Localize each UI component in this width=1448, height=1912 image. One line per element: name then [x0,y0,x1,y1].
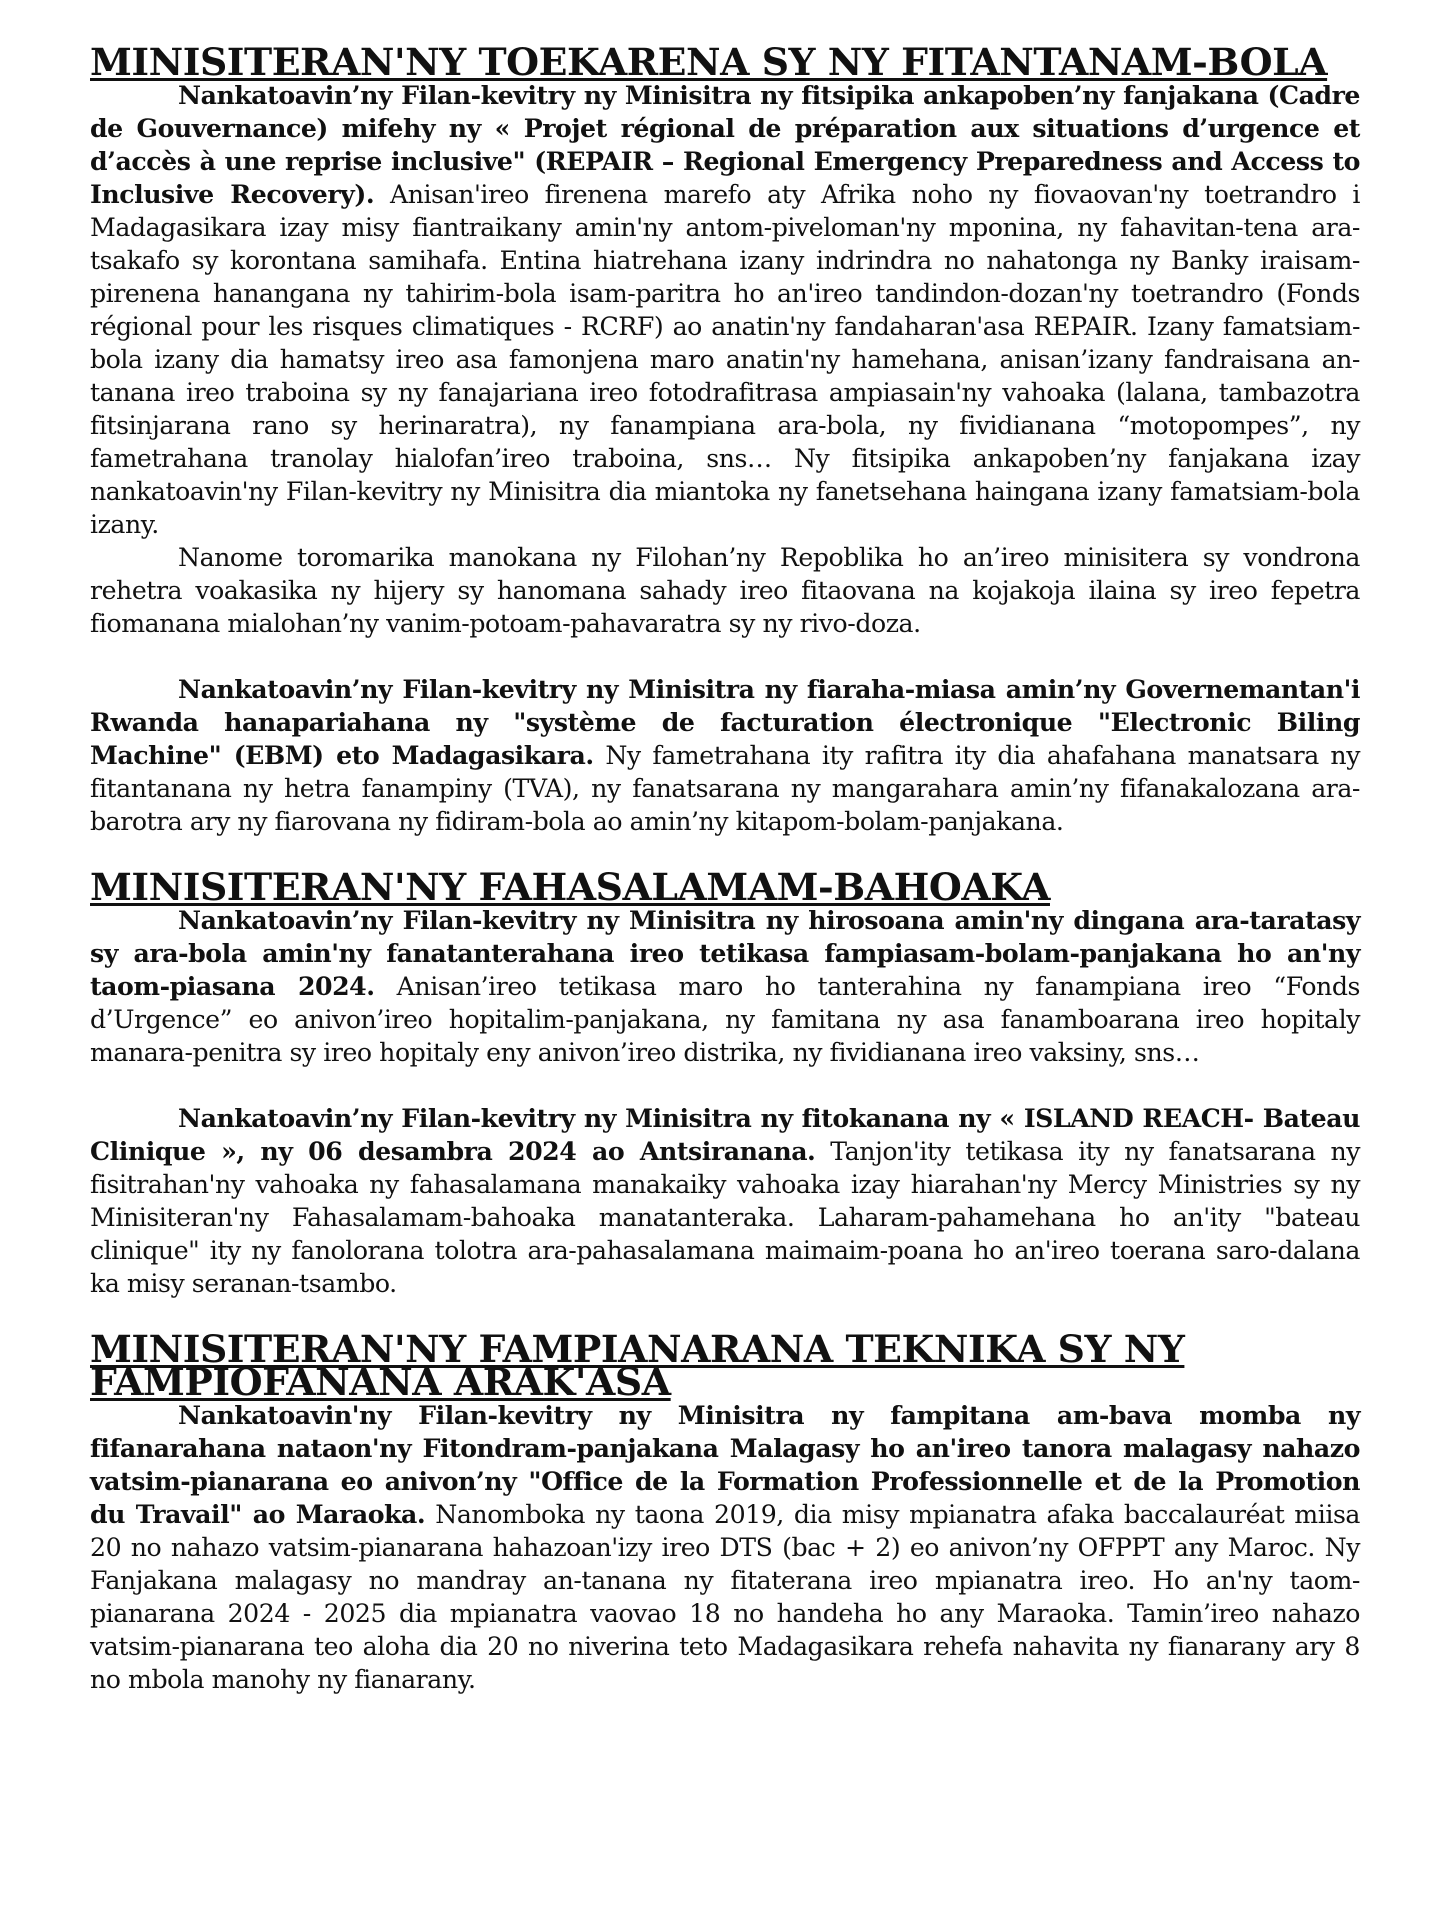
paragraph-body: Nanomboka ny taona 2019, dia misy mpianatra afaka baccalauréat miisa 20 no nahazo vatsim-pianarana hahazoan'izy ireo DTS (bac + 2) eo anivon’ny OFPPT any Maroc. Ny Fanjakana malagasy no mandray an-tanana ny fitaterana ireo mpianatra ireo. Ho an'ny taom-pianarana 2024 - 2025 dia mpianatra vaovao 18 no handeha ho any Maraoka. Tamin’ireo nahazo vatsim-pianarana teo aloha dia 20 no niverina teto Madagasikara rehefa nahavita ny fianarany ary 8 no mbola manohy ny fianarany. [90,1500,1360,1694]
paragraph-ebm [90,673,1360,838]
paragraph-body: Tanjon'ity tetikasa ity ny fanatsarana ny fisitrahan'ny vahoaka ny fahasalamana manakaiky vahoaka izay hiarahan'ny Mercy Ministries sy ny Minisiteran'ny Fahasalamam-bahoaka manatanteraka. Laharam-pahamehana ho an'ity "bateau clinique" ity ny fanolorana tolotra ara-pahasalamana maimaim-poana ho an'ireo toerana saro-dalana ka misy seranan-tsambo. [90,1137,1360,1298]
paragraph-bold-lead: Nankatoavin’ny Filan-kevitry ny Minisitra ny fiaraha-miasa amin’ny Governemantan'i Rwanda hanapariahana ny "système de facturation électronique "Electronic Biling Machine" (EBM) eto Madagasikara. [90,674,1360,770]
paragraph-bold-lead: Nankatoavin’ny Filan-kevitry ny Minisitra ny fitsipika ankapoben’ny fanjakana (Cadre de Gouvernance) mifehy ny « Projet régional de préparation aux situations d’urgence et d’accès à une reprise inclusive" (REPAIR – Regional Emergency Preparedness and Access to Inclusive Recovery). [90,80,1360,209]
section-heading-finance: MINISITERAN'NY TOEKARENA SY NY FITANTANAM-BOLA [90,40,1328,84]
paragraph-body: Anisan’ireo tetikasa maro ho tanterahina ny fanampiana ireo “Fonds d’Urgence” eo anivon’ireo hopitalim-panjakana, ny famitana ny asa fanamboarana ireo hopitaly manara-penitra sy ireo hopitaly eny anivon’ireo distrika, ny fividianana ireo vaksiny, sns… [90,972,1360,1067]
paragraph-bold-lead: Nankatoavin’ny Filan-kevitry ny Minisitra ny hirosoana amin'ny dingana ara-taratasy sy ara-bola amin'ny fanatanterahana ireo tetikasa fampiasam-bolam-panjakana ho an'ny taom-piasana 2024. [90,905,1360,1001]
paragraph-body: Ny fametrahana ity rafitra ity dia ahafahana manatsara ny fitantanana ny hetra fanampiny (TVA), ny fanatsarana ny mangarahara amin’ny fifanakalozana ara-barotra ary ny fiarovana ny fidiram-bola ao amin’ny kitapom-bolam-panjakana. [90,741,1360,836]
paragraph-island-reach [90,1102,1360,1300]
section-heading-technical-education: MINISITERAN'NY FAMPIANARANA TEKNIKA SY NY FAMPIOFANANA ARAK'ASA [90,1327,1185,1404]
document-page [90,40,1361,1696]
paragraph-ofppt [90,1399,1360,1696]
paragraph-bold-lead: Nankatoavin'ny Filan-kevitry ny Minisitra ny fampitana am-bava momba ny fifanarahana nataon'ny Fitondram-panjakana Malagasy ho an'ireo tanora malagasy nahazo vatsim-pianarana eo anivon’ny "Office de la Formation Professionnelle et de la Promotion du Travail" ao Maraoka. [90,1400,1360,1529]
paragraph-health-investment [90,904,1360,1069]
spacer [90,1069,1360,1102]
paragraph-repair [90,79,1360,541]
paragraph-body: Nanome toromarika manokana ny Filohan’ny Repoblika ho an’ireo minisitera sy vondrona rehetra voakasika ny hijery sy hanomana sahady ireo fitaovana na kojakoja ilaina sy ireo fepetra fiomanana mialohan’ny vanim-potoam-pahavaratra sy ny rivo-doza. [90,543,1360,638]
paragraph-body: Anisan'ireo firenena marefo aty Afrika noho ny fiovaovan'ny toetrandro i Madagasikara izay misy fiantraikany amin'ny antom-piveloman'ny mponina, ny fahavitan-tena ara-tsakafo sy korontana samihafa. Entina hiatrehana izany indrindra no nahatonga ny Banky iraisam-pirenena hanangana ny tahirim-bola isam-paritra ho an'ireo tandindon-dozan'ny toetrandro (Fonds régional pour les risques climatiques - RCRF) ao anatin'ny fandaharan'asa REPAIR. Izany famatsiam-bola izany dia hamatsy ireo asa famonjena maro anatin'ny hamehana, anisan’izany fandraisana an-tanana ireo traboina sy ny fanajariana ireo fotodrafitrasa ampiasain'ny vahoaka (lalana, tambazotra fitsinjarana rano sy herinaratra), ny fanampiana ara-bola, ny fividianana “motopompes”, ny fametrahana tranolay hialofan’ireo traboina, sns… Ny fitsipika ankapoben’ny fanjakana izay nankatoavin'ny Filan-kevitry ny Minisitra dia miantoka ny fanetsehana haingana izany famatsiam-bola izany. [90,180,1361,539]
spacer [90,640,1360,673]
section-heading-health: MINISITERAN'NY FAHASALAMAM-BAHOAKA [90,865,1050,909]
paragraph-instruction [90,541,1360,640]
paragraph-bold-lead: Nankatoavin’ny Filan-kevitry ny Minisitra ny fitokanana ny « ISLAND REACH- Bateau Clinique », ny 06 desambra 2024 ao Antsiranana. [90,1103,1360,1166]
